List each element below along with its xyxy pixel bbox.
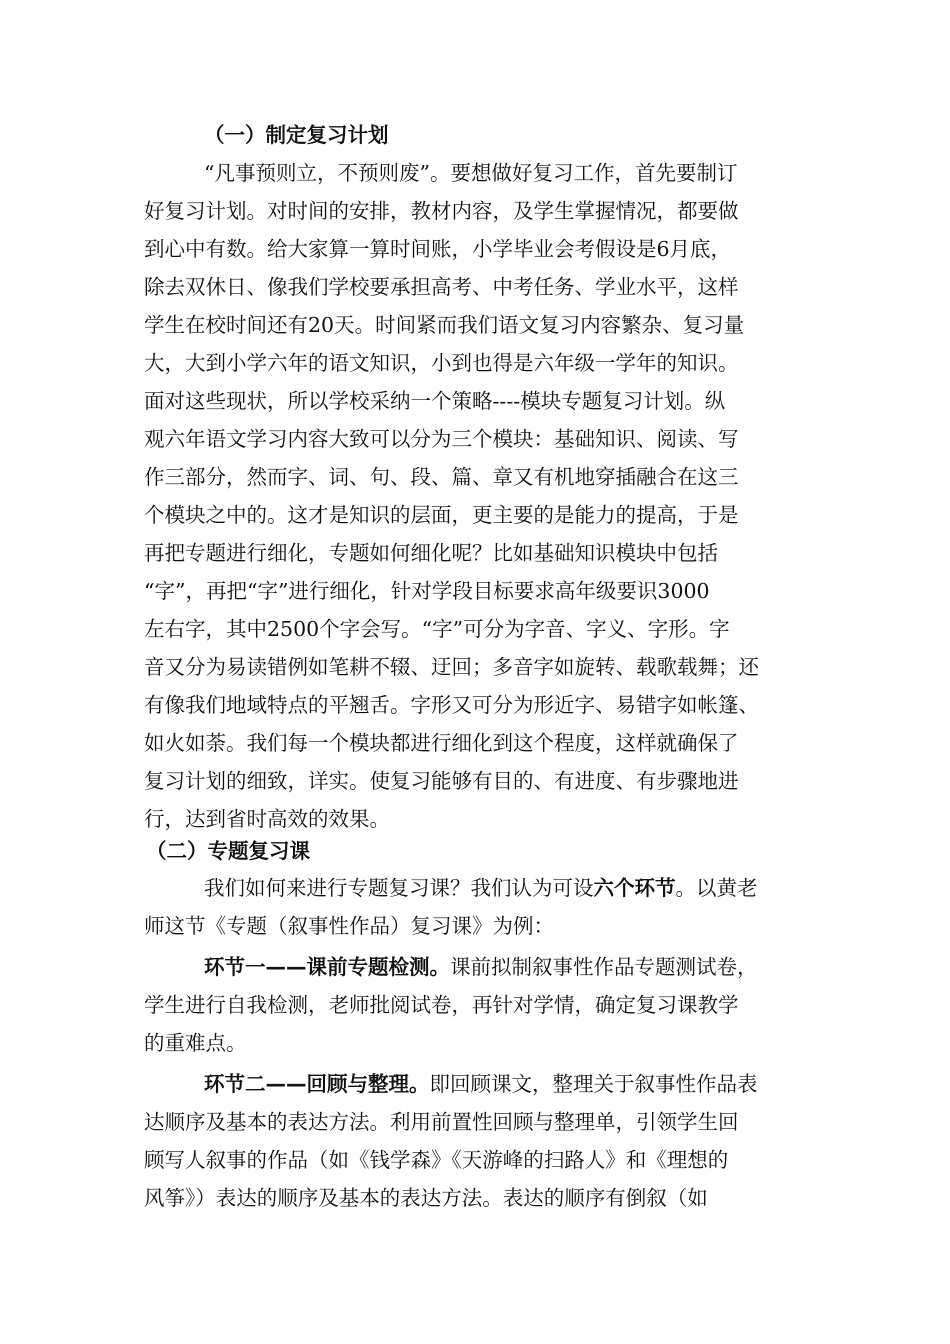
paragraph-line: 有像我们地域特点的平翘舌。字形又可分为形近字、易错字如帐篷、	[144, 693, 759, 717]
paragraph-text: 课前拟制叙事性作品专题测试卷，	[450, 955, 758, 979]
section-heading-1: （一）制定复习计划	[204, 123, 389, 147]
paragraph-line: 风筝》）表达的顺序及基本的表达方法。表达的顺序有倒叙（如	[144, 1186, 708, 1210]
section-heading-2: （二）专题复习课	[146, 839, 310, 863]
emphasis-text: 六个环节	[593, 876, 676, 900]
paragraph-line: 作三部分，然而字、词、句、段、篇、章又有机地穿插融合在这三	[144, 465, 739, 489]
paragraph-text: 我们如何来进行专题复习课？我们认为可设	[204, 876, 594, 900]
step-label: 环节二——回顾与整理。	[204, 1072, 430, 1096]
paragraph-line: “凡事预则立，不预则废”。要想做好复习工作，首先要制订	[204, 161, 738, 185]
paragraph-line: 复习计划的细致，详实。使复习能够有目的、有进度、有步骤地进	[144, 769, 739, 793]
paragraph-line: 如火如荼。我们每一个模块都进行细化到这个程度，这样就确保了	[144, 731, 739, 755]
paragraph-line: 顾写人叙事的作品（如《钱学森》《天游峰的扫路人》和《理想的	[144, 1148, 729, 1172]
paragraph-line: 再把专题进行细化，专题如何细化呢？比如基础知识模块中包括	[144, 541, 718, 565]
paragraph-line	[204, 952, 814, 982]
paragraph-line: 行，达到省时高效的效果。	[144, 807, 390, 831]
paragraph-line: 的重难点。	[144, 1031, 247, 1055]
paragraph-line: 左右字，其中2500个字会写。“字”可分为字音、字义、字形。字	[144, 617, 730, 641]
paragraph-text: 即回顾课文，整理关于叙事性作品表	[429, 1072, 758, 1096]
step-label: 环节一——课前专题检测。	[204, 955, 450, 979]
paragraph-line: 学生进行自我检测，老师批阅试卷，再针对学情，确定复习课教学	[144, 993, 739, 1017]
paragraph-line	[204, 1069, 814, 1099]
paragraph-line: 个模块之中的。这才是知识的层面，更主要的是能力的提高，于是	[144, 503, 739, 527]
paragraph-line: 师这节《专题（叙事性作品）复习课》为例：	[144, 914, 554, 938]
paragraph-line: 达顺序及基本的表达方法。利用前置性回顾与整理单，引领学生回	[144, 1110, 739, 1134]
paragraph-line: 到心中有数。给大家算一算时间账，小学毕业会考假设是6月底，	[144, 237, 732, 261]
paragraph-line: 面对这些现状，所以学校采纳一个策略----模块专题复习计划。纵	[144, 389, 726, 413]
paragraph-line: 音又分为易读错例如笔耕不辍、迂回；多音字如旋转、载歌载舞；还	[144, 655, 759, 679]
paragraph-line: 大，大到小学六年的语文知识，小到也得是六年级一学年的知识。	[144, 351, 739, 375]
paragraph-line	[204, 873, 814, 903]
paragraph-line: 观六年语文学习内容大致可以分为三个模块：基础知识、阅读、写	[144, 427, 739, 451]
paragraph-line: 学生在校时间还有20天。时间紧而我们语文复习内容繁杂、复习量	[144, 313, 745, 337]
paragraph-text: 。以黄老	[675, 876, 758, 900]
paragraph-line: 除去双休日、像我们学校要承担高考、中考任务、学业水平，这样	[144, 275, 739, 299]
paragraph-line: 好复习计划。对时间的安排，教材内容，及学生掌握情况，都要做	[144, 199, 739, 223]
paragraph-line: “字”，再把“字”进行细化，针对学段目标要求高年级要识3000	[144, 579, 710, 603]
